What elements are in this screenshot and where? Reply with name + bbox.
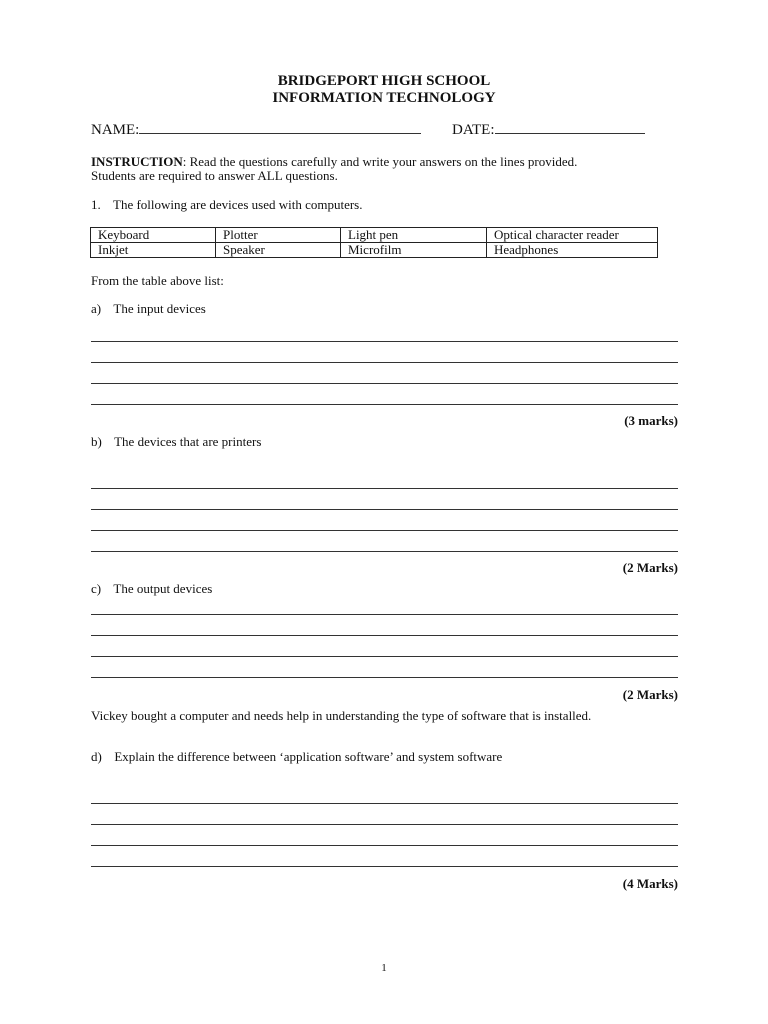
- instruction-text: : Read the questions carefully and write your answers on the lines provided.: [182, 154, 578, 169]
- instruction-line-2: Students are required to answer ALL questions.: [91, 168, 338, 183]
- part-c: [91, 581, 212, 597]
- table-row: [91, 243, 658, 258]
- page-number: 1: [381, 962, 387, 974]
- answer-line[interactable]: [91, 656, 678, 657]
- part-letter: c): [91, 581, 102, 596]
- answer-line[interactable]: [91, 803, 678, 804]
- scenario-text: Vickey bought a computer and needs help in understanding the type of software that is installed.: [91, 708, 592, 723]
- part-b: [91, 434, 261, 450]
- marks-b: (2 Marks): [622, 560, 678, 575]
- subject-title: INFORMATION TECHNOLOGY: [272, 90, 496, 106]
- answer-line[interactable]: [91, 488, 678, 489]
- table-cell: Keyboard: [91, 228, 216, 243]
- school-title: BRIDGEPORT HIGH SCHOOL: [277, 73, 491, 89]
- table-lead-text: From the table above list:: [91, 273, 224, 288]
- date-label: DATE:: [452, 122, 495, 138]
- answer-line[interactable]: [91, 824, 678, 825]
- table-cell: Inkjet: [91, 243, 216, 258]
- table-cell: Optical character reader: [487, 228, 658, 243]
- instruction-label: INSTRUCTION: [91, 154, 183, 169]
- answer-line[interactable]: [91, 341, 678, 342]
- question-number: 1.: [91, 197, 101, 212]
- answer-line[interactable]: [91, 551, 678, 552]
- answer-line[interactable]: [91, 677, 678, 678]
- table-cell: Plotter: [216, 228, 341, 243]
- table-row: [91, 228, 658, 243]
- part-letter: d): [91, 749, 102, 764]
- name-input-line[interactable]: [139, 133, 421, 134]
- answer-line[interactable]: [91, 509, 678, 510]
- table-cell: Microfilm: [341, 243, 487, 258]
- part-a: [91, 301, 206, 317]
- name-label: NAME:: [91, 122, 140, 138]
- table-cell: Speaker: [216, 243, 341, 258]
- name-field: [91, 122, 421, 139]
- answer-line[interactable]: [91, 404, 678, 405]
- answer-line[interactable]: [91, 362, 678, 363]
- answer-line[interactable]: [91, 530, 678, 531]
- part-text: The input devices: [113, 301, 206, 316]
- part-d: [91, 749, 502, 765]
- marks-a: (3 marks): [624, 413, 678, 428]
- part-text: The devices that are printers: [114, 434, 262, 449]
- answer-line[interactable]: [91, 866, 678, 867]
- marks-c: (2 Marks): [622, 687, 678, 702]
- part-text: Explain the difference between ‘application software’ and system software: [114, 749, 503, 764]
- answer-line[interactable]: [91, 635, 678, 636]
- part-text: The output devices: [113, 581, 213, 596]
- answer-line[interactable]: [91, 383, 678, 384]
- date-input-line[interactable]: [495, 133, 645, 134]
- table-cell: Light pen: [341, 228, 487, 243]
- part-letter: a): [91, 301, 102, 316]
- part-letter: b): [91, 434, 102, 449]
- question-1: [91, 197, 362, 213]
- answer-line[interactable]: [91, 614, 678, 615]
- date-field: [452, 122, 645, 139]
- marks-d: (4 Marks): [622, 876, 678, 891]
- answer-line[interactable]: [91, 845, 678, 846]
- devices-table: [90, 227, 658, 258]
- question-text: The following are devices used with computers.: [113, 197, 363, 212]
- table-cell: Headphones: [487, 243, 658, 258]
